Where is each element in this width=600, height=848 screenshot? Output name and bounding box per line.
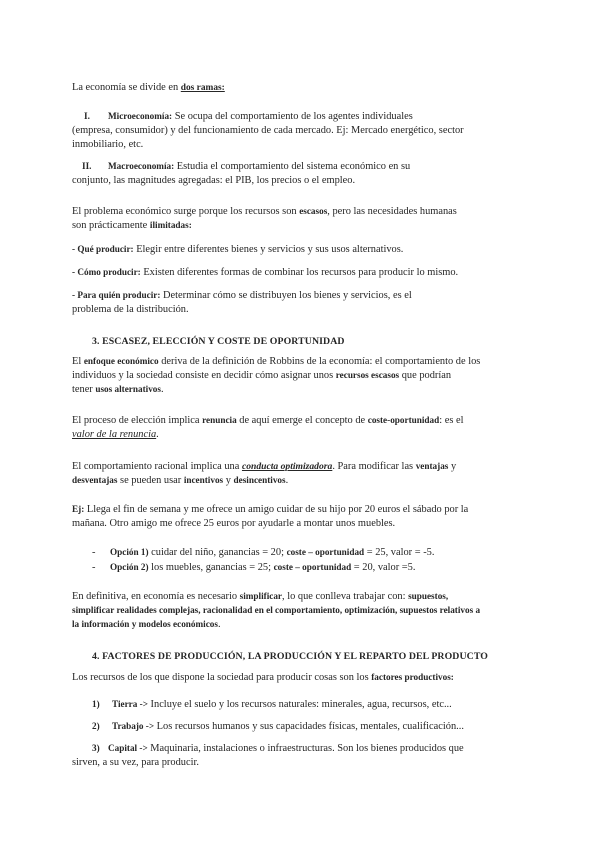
s3-p3-c: . Para modificar las [332, 461, 416, 472]
factor-tierra [92, 698, 452, 711]
s3-p2-l2a: valor de la renuncia [72, 429, 157, 440]
s3-p2-line-2 [72, 428, 159, 441]
factor-1-text: Incluye el suelo y los recursos naturales: minerales, agua, recursos, etc... [147, 699, 452, 710]
pregunta-como [72, 266, 458, 279]
factor-1-label: Tierra -> [112, 699, 148, 709]
factor-2-label: Trabajo -> [112, 721, 155, 731]
s3-p1-l3c: . [160, 384, 164, 395]
pregunta-quien-text: Determinar cómo se distribuyen los bienes y servicios, es el [160, 290, 412, 301]
s3-p2-l2b: . [156, 429, 159, 440]
problema-line-1 [72, 205, 457, 218]
s3-p1-l2a: individuos y la sociedad consiste en decidir cómo asignar unos [72, 370, 336, 381]
factor-2-text: Los recursos humanos y sus capacidades físicas, mentales, cualificación... [154, 721, 464, 732]
factor-3-label: Capital -> [108, 743, 148, 753]
problema-text-3: son prácticamente [72, 220, 150, 231]
opcion-1-b: coste – oportunidad [286, 547, 365, 557]
pregunta-quien-label: - Para quién producir: [72, 290, 161, 300]
s3-p2-b: renuncia [202, 415, 237, 425]
pregunta-como-label: - Cómo producir: [72, 267, 141, 277]
s3-p3-l2b: se pueden usar [117, 475, 184, 486]
intro-ramas: dos ramas: [180, 83, 225, 93]
opcion-2-dash: - [92, 562, 96, 573]
problema-text-1: El problema económico surge porque los recursos son [72, 206, 300, 217]
s3-p1-b: enfoque económico [83, 356, 159, 366]
intro-text: La economía se divide en [72, 82, 181, 93]
s3-p3-line-1 [72, 460, 456, 473]
section-4-heading: 4. FACTORES DE PRODUCCIÓN, LA PRODUCCIÓN Y EL REPARTO DEL PRODUCTO [92, 651, 488, 662]
opcion-1 [92, 546, 434, 559]
opcion-1-a: cuidar del niño, ganancias = 20; [148, 547, 287, 558]
s3-p2-a: El proceso de elección implica [72, 415, 203, 426]
s3-p1-l3a: tener [72, 384, 96, 395]
s3-p5-l3: la información y modelos económicos [72, 619, 218, 629]
factor-trabajo [92, 720, 464, 733]
opcion-2-c: = 20, valor =5. [351, 562, 416, 573]
s3-p5-a: En definitiva, en economía es necesario [72, 591, 240, 602]
pregunta-que-label: - Qué producir: [72, 244, 134, 254]
s3-p3-e: y [448, 461, 457, 472]
opcion-1-label: Opción 1) [110, 547, 149, 557]
macro-text-1: Estudia el comportamiento del sistema económico en su [174, 161, 411, 172]
s3-p3-b: conducta optimizadora [241, 461, 333, 472]
s4-intro [72, 671, 454, 684]
pregunta-quien [72, 289, 412, 302]
factor-3-text-2: sirven, a su vez, para producir. [72, 757, 199, 768]
problema-escasos: escasos [299, 206, 328, 216]
s3-p3-l2c: incentivos [183, 475, 224, 485]
macro-line-1 [82, 160, 410, 173]
roman-num-2: II. [82, 161, 92, 171]
s3-p4-line-1 [72, 503, 468, 516]
s3-p3-l2d: y [223, 475, 234, 486]
factor-capital [92, 742, 464, 755]
s3-p2-d: coste-oportunidad [367, 415, 440, 425]
s3-p4-line-2: mañana. Otro amigo me ofrece 25 euros por ayudarle a montar unos muebles. [72, 518, 396, 529]
opcion-2-b: coste – oportunidad [273, 562, 352, 572]
problema-line-2 [72, 219, 192, 232]
s3-p5-line-3 [72, 618, 221, 631]
micro-text-1: Se ocupa del comportamiento de los agentes individuales [172, 111, 413, 122]
s3-p5-b: simplificar [239, 591, 282, 601]
intro-line [72, 81, 225, 95]
s3-p1-line-1 [72, 355, 480, 368]
opcion-1-c: = 25, valor = -5. [364, 547, 435, 558]
s3-p1-line-3 [72, 383, 164, 396]
roman-num-1: I. [84, 111, 90, 121]
factor-2-num: 2) [92, 721, 100, 731]
pregunta-como-text: Existen diferentes formas de combinar los recursos para producir lo mismo. [140, 267, 459, 278]
s4-intro-a: Los recursos de los que dispone la sociedad para producir cosas son los [72, 672, 372, 683]
factor-3-text: Maquinaria, instalaciones o infraestructuras. Son los bienes producidos que [147, 743, 464, 754]
s3-p3-a: El comportamiento racional implica una [72, 461, 242, 472]
pregunta-que [72, 243, 403, 256]
s3-p3-d: ventajas [415, 461, 449, 471]
problema-text-2: , pero las necesidades humanas [327, 206, 457, 217]
s3-p1-a: El [72, 356, 84, 367]
s3-p1-line-2 [72, 369, 451, 382]
s3-p4-a: Ej: [72, 504, 85, 514]
section-3-heading: 3. ESCASEZ, ELECCIÓN Y COSTE DE OPORTUNIDAD [92, 336, 345, 347]
s3-p2-line-1 [72, 414, 463, 427]
s3-p2-e: : es el [439, 415, 464, 426]
s3-p4-b: Llega el fin de semana y me ofrece un amigo cuidar de su hijo por 20 euros el sábado por la [84, 504, 469, 515]
micro-term: Microeconomía: [108, 111, 173, 121]
s3-p3-l2a: desventajas [72, 475, 118, 485]
macro-text-2: conjunto, las magnitudes agregadas: el PIB, los precios o el empleo. [72, 175, 356, 186]
s3-p5-c: , lo que conlleva trabajar con: [282, 591, 409, 602]
opcion-2-label: Opción 2) [110, 562, 149, 572]
s3-p3-l2f: . [285, 475, 289, 486]
s3-p5-line-2: simplificar realidades complejas, racionalidad en el comportamiento, optimización, supuestos relativos a [72, 605, 481, 615]
pregunta-que-text: Elegir entre diferentes bienes y servicios y sus usos alternativos. [133, 244, 404, 255]
micro-text-2: (empresa, consumidor) y del funcionamiento de cada mercado. Ej: Mercado energético, sector [72, 125, 464, 136]
micro-line-1 [84, 110, 413, 123]
opcion-2-a: los muebles, ganancias = 25; [148, 562, 274, 573]
s3-p5-d: supuestos, [408, 591, 449, 601]
factor-1-num: 1) [92, 699, 100, 709]
s3-p3-l2e: desincentivos [233, 475, 286, 485]
pregunta-quien-text-2: problema de la distribución. [72, 304, 189, 315]
factor-3-num: 3) [92, 743, 100, 753]
s4-intro-b: factores productivos: [371, 672, 454, 682]
s3-p1-l2c: que podrían [399, 370, 452, 381]
s3-p2-c: de aquí emerge el concepto de [236, 415, 368, 426]
s3-p1-l3b: usos alternativos [95, 384, 161, 394]
s3-p1-l2b: recursos escasos [335, 370, 400, 380]
s3-p1-c: deriva de la definición de Robbins de la economía: el comportamiento de los [158, 356, 481, 367]
problema-ilimitadas: ilimitadas: [149, 220, 192, 230]
s3-p5-l3b: . [217, 619, 221, 630]
opcion-1-dash: - [92, 547, 96, 558]
macro-term: Macroeconomía: [108, 161, 175, 171]
opcion-2 [92, 561, 415, 574]
micro-text-3: inmobiliario, etc. [72, 139, 144, 150]
s3-p3-line-2 [72, 474, 288, 487]
s3-p5-line-1 [72, 590, 448, 603]
